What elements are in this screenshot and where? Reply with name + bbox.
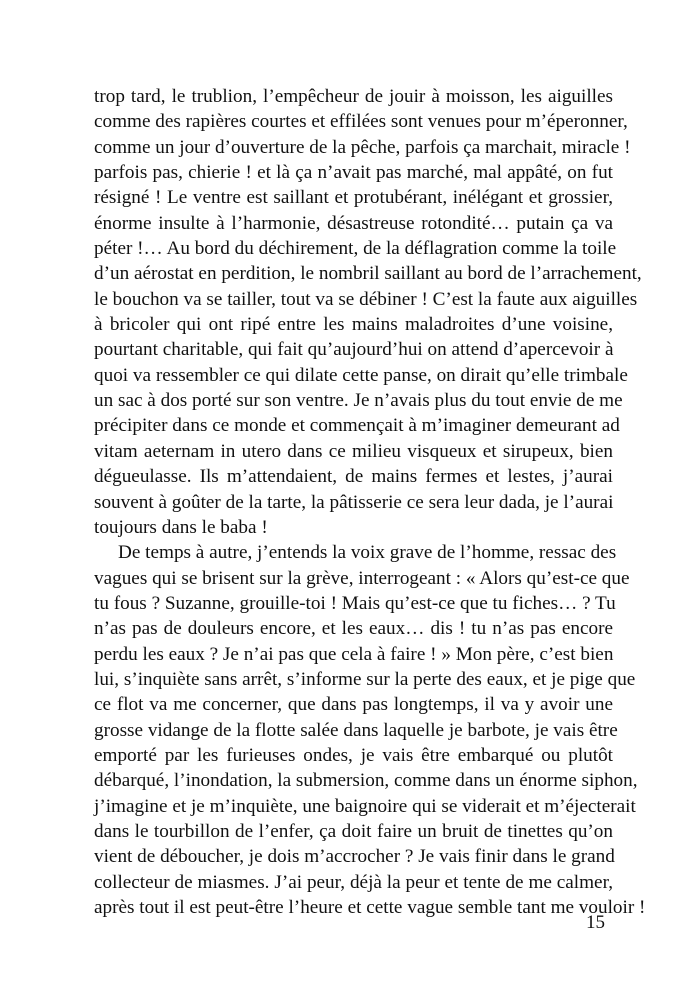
text-line: après tout il est peut-être l’heure et cette vague semble tant me vouloir ! — [94, 897, 646, 918]
text-line: collecteur de miasmes. J’ai peur, déjà la peur et tente de me calmer, — [94, 871, 613, 893]
paragraph — [94, 540, 646, 920]
page-body — [94, 84, 646, 920]
text-line: comme un jour d’ouverture de la pêche, parfois ça marchait, miracle ! — [94, 136, 631, 158]
text-line: débarqué, l’inondation, la submersion, comme dans un énorme siphon, — [94, 770, 638, 792]
text-line: péter !… Au bord du déchirement, de la déflagration comme la toile — [94, 238, 617, 260]
text-line: lui, s’inquiète sans arrêt, s’informe sur la perte des eaux, et je pige que — [94, 668, 636, 690]
text-line: quoi va ressembler ce qui dilate cette panse, on dirait qu’elle trimbale — [94, 364, 628, 386]
text-line: De temps à autre, j’entends la voix grave de l’homme, ressac des — [118, 542, 617, 564]
text-line: pourtant charitable, qui fait qu’aujourd’hui on attend d’apercevoir à — [94, 339, 614, 361]
text-line: comme des rapières courtes et effilées sont venues pour m’éperonner, — [94, 111, 628, 133]
text-line: le bouchon va se tailler, tout va se débiner ! C’est la faute aux aiguilles — [94, 288, 638, 310]
text-line: ce flot va me concerner, que dans pas longtemps, il va y avoir une — [94, 694, 613, 716]
text-line: d’un aérostat en perdition, le nombril saillant au bord de l’arrachement, — [94, 263, 642, 285]
text-line: dégueulasse. Ils m’attendaient, de mains fermes et lestes, j’aurai — [94, 466, 613, 488]
text-line: j’imagine et je m’inquiète, une baignoire qui se viderait et m’éjecterait — [94, 795, 636, 817]
text-line: emporté par les furieuses ondes, je vais être embarqué ou plutôt — [94, 744, 613, 766]
text-line: vagues qui se brisent sur la grève, interrogeant : « Alors qu’est-ce que — [94, 567, 630, 589]
text-line: précipiter dans ce monde et commençait à m’imaginer demeurant ad — [94, 415, 620, 437]
text-line: toujours dans le baba ! — [94, 516, 268, 538]
text-line: vitam aeternam in utero dans ce milieu visqueux et sirupeux, bien — [94, 440, 613, 462]
text-line: parfois pas, chierie ! et là ça n’avait pas marché, mal appâté, on fut — [94, 162, 613, 184]
text-line: trop tard, le trublion, l’empêcheur de jouir à moisson, les aiguilles — [94, 86, 613, 107]
text-line: vient de déboucher, je dois m’accrocher ? Je vais finir dans le grand — [94, 846, 615, 868]
text-line: souvent à goûter de la tarte, la pâtisserie ce sera leur dada, je l’aurai — [94, 491, 614, 513]
text-line: grosse vidange de la flotte salée dans laquelle je barbote, je vais être — [94, 719, 618, 741]
text-line: un sac à dos porté sur son ventre. Je n’avais plus du tout envie de me — [94, 390, 623, 412]
page-number: 15 — [586, 912, 605, 933]
text-line: à bricoler qui ont ripé entre les mains maladroites d’une voisine, — [94, 314, 613, 336]
text-line: perdu les eaux ? Je n’ai pas que cela à faire ! » Mon père, c’est bien — [94, 643, 614, 665]
text-line: n’as pas de douleurs encore, et les eaux… dis ! tu n’as pas encore — [94, 618, 613, 640]
text-line: énorme insulte à l’harmonie, désastreuse rotondité… putain ça va — [94, 212, 613, 234]
text-line: résigné ! Le ventre est saillant et protubérant, inélégant et grossier, — [94, 187, 613, 209]
text-line: tu fous ? Suzanne, grouille-toi ! Mais qu’est-ce que tu fiches… ? Tu — [94, 592, 616, 614]
paragraph — [94, 84, 642, 540]
text-line: dans le tourbillon de l’enfer, ça doit faire un bruit de tinettes qu’on — [94, 820, 613, 842]
